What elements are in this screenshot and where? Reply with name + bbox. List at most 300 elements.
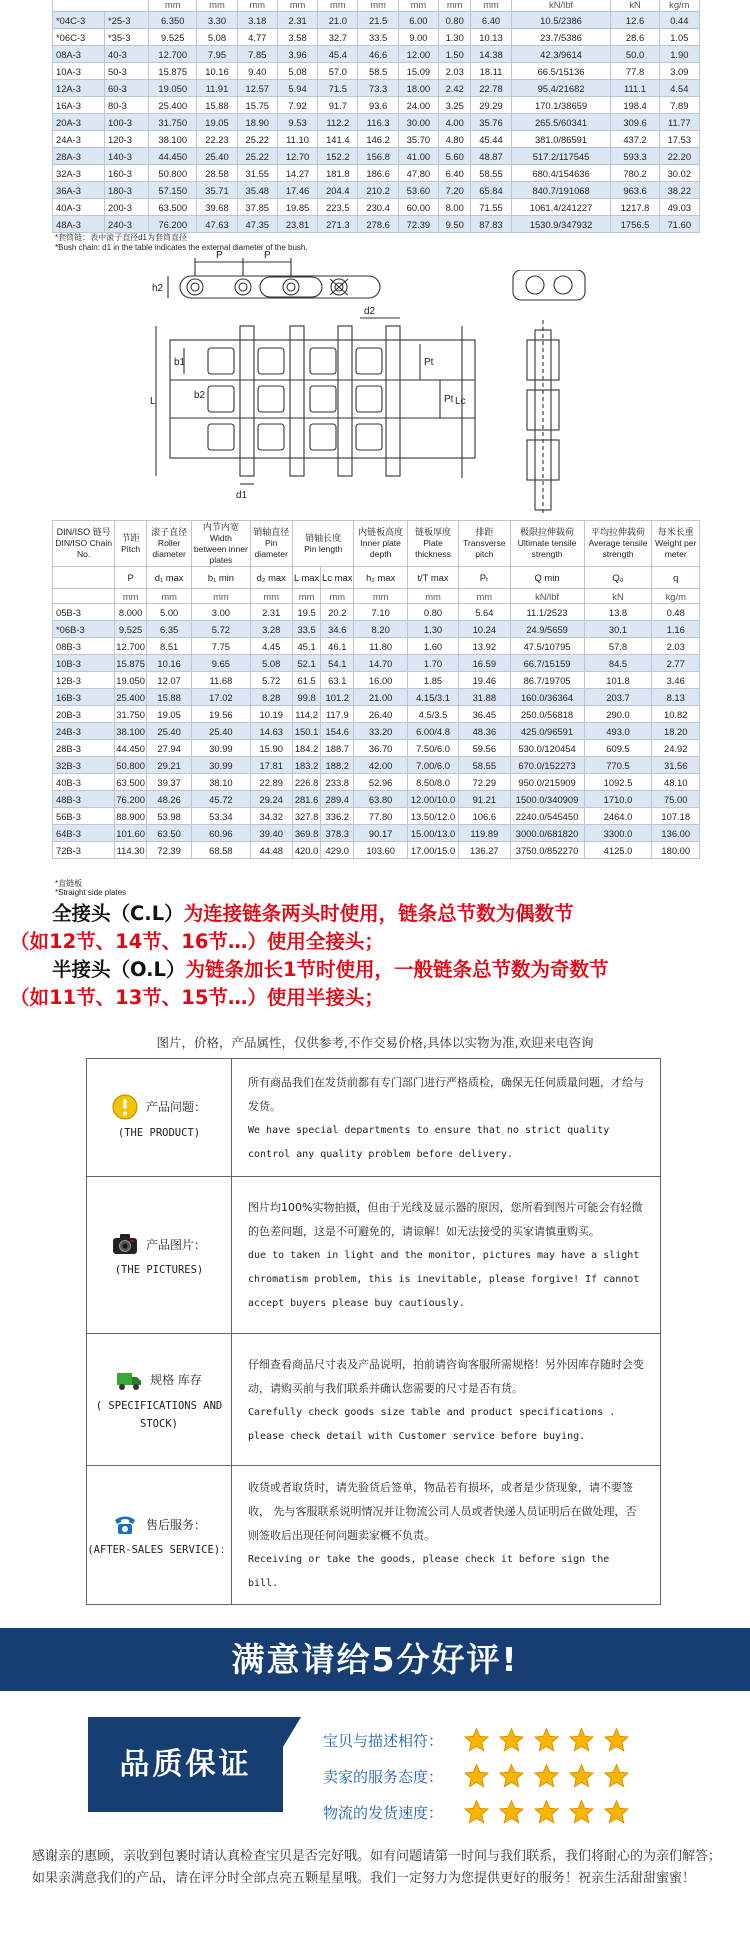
product-body-en: We have special departments to ensure that no strict quality control any quality problem before delivery. — [248, 1124, 610, 1160]
table-cell: 103.60 — [354, 842, 408, 859]
table-cell: 6.350 — [149, 12, 197, 29]
table-cell: 3300.0 — [584, 825, 652, 842]
unit-cell: mm — [459, 589, 510, 604]
top-unit-row — [53, 0, 700, 12]
table-cell: 780.2 — [611, 165, 659, 182]
full-joint-text: 为连接链条两头时使用，链条总节数为偶数节 — [183, 902, 574, 925]
table-cell: 32B-3 — [53, 757, 115, 774]
table-cell: 120-3 — [105, 131, 149, 148]
table-cell: 1756.5 — [611, 216, 659, 233]
table-cell: 71.5 — [318, 80, 358, 97]
table-cell: 12.00 — [398, 46, 438, 63]
label-pt2: Pt — [444, 394, 454, 405]
info-table — [86, 1058, 661, 1605]
unit-cell: mm — [149, 0, 197, 12]
table-cell: 14.63 — [250, 723, 292, 740]
table-cell: 39.68 — [197, 199, 237, 216]
table-cell: 63.500 — [149, 199, 197, 216]
table-cell: 27.94 — [146, 740, 191, 757]
table-cell: 29.21 — [146, 757, 191, 774]
table-cell: 60.00 — [398, 199, 438, 216]
table-cell: 84.5 — [584, 655, 652, 672]
symbol-cell: b₁ min — [192, 567, 250, 589]
table-cell: 3.00 — [192, 604, 250, 621]
table-row — [53, 638, 700, 655]
table-cell: 47.80 — [398, 165, 438, 182]
column-header-cn: 极限拉伸载荷 — [520, 527, 575, 537]
table-cell: 12.07 — [146, 672, 191, 689]
table-cell: 19.05 — [197, 114, 237, 131]
table-cell: 38.100 — [149, 131, 197, 148]
unit-cell: mm — [192, 589, 250, 604]
pictures-body-cn: 图片均100%实物拍摄，但由于光线及显示器的原因，您所看到图片可能会有轻微的色差问题，这是不可避免的，请谅解！如无法接受的买家请慎重购买。 — [248, 1201, 643, 1238]
table-cell: 60.96 — [192, 825, 250, 842]
rating-row — [323, 1761, 630, 1791]
table-cell: 22.23 — [197, 131, 237, 148]
quality-section — [0, 1691, 750, 1841]
table-cell: 26.40 — [354, 706, 408, 723]
table-cell: 1.60 — [407, 638, 458, 655]
table-cell: 1500.0/340909 — [510, 791, 584, 808]
table-cell: 111.1 — [611, 80, 659, 97]
aftersales-title-cn: 售后服务： — [145, 1517, 206, 1532]
note-line-2: （如12节、14节、16节…）使用全接头； — [10, 930, 384, 953]
label-p2: P — [264, 250, 271, 261]
table-cell: 154.6 — [321, 723, 354, 740]
label-d2: d2 — [364, 306, 376, 317]
table-cell: 66.7/15159 — [510, 655, 584, 672]
column-header — [652, 521, 700, 567]
unit-cell: mm — [354, 589, 408, 604]
table-cell: 33.20 — [354, 723, 408, 740]
table-cell: 14.38 — [471, 46, 511, 63]
column-header-en: Transverse pitch — [462, 538, 506, 559]
table-cell: 14.70 — [354, 655, 408, 672]
label-b1: b1 — [174, 357, 186, 368]
table-cell: 10.5/2386 — [511, 12, 611, 29]
table-cell: 93.6 — [358, 97, 398, 114]
table-cell: 15.875 — [149, 63, 197, 80]
table-cell: 10.13 — [471, 29, 511, 46]
table-cell: 9.40 — [237, 63, 277, 80]
table-cell: 8.28 — [250, 689, 292, 706]
table-cell: 8.000 — [115, 604, 147, 621]
symbol-row — [53, 567, 700, 589]
unit-cell: mm — [197, 0, 237, 12]
table-cell: 10.16 — [146, 655, 191, 672]
table-cell: 46.6 — [358, 46, 398, 63]
table-cell: 24.92 — [652, 740, 700, 757]
table-cell: 22.78 — [471, 80, 511, 97]
table-row — [53, 825, 700, 842]
table-cell: 8.20 — [354, 621, 408, 638]
table-row — [53, 723, 700, 740]
table-cell: 19.85 — [277, 199, 317, 216]
table-cell: 13.50/12.0 — [407, 808, 458, 825]
column-header — [584, 521, 652, 567]
spec-title-en: ( SPECIFICATIONS AND STOCK) — [95, 1399, 223, 1430]
star-icon — [568, 1799, 595, 1826]
connector-notes — [0, 900, 750, 1012]
star-icon — [603, 1727, 630, 1754]
table-cell: 72.39 — [398, 216, 438, 233]
full-joint-label: 全接头（C.L） — [52, 902, 184, 925]
table-cell: 37.85 — [237, 199, 277, 216]
table-cell: 47.5/10795 — [510, 638, 584, 655]
table-cell: 136.27 — [459, 842, 510, 859]
table-cell: 1061.4/241227 — [511, 199, 611, 216]
table-row — [53, 12, 700, 29]
table-cell: 114.2 — [292, 706, 320, 723]
table-cell: 44.450 — [115, 740, 147, 757]
table-cell: 2.03 — [439, 63, 471, 80]
pictures-title-cn: 产品图片： — [145, 1237, 206, 1252]
table-cell: 77.8 — [611, 63, 659, 80]
table-cell: 3.18 — [237, 12, 277, 29]
table-cell: 25.40 — [146, 723, 191, 740]
table-row — [53, 165, 700, 182]
table-cell: 77.80 — [354, 808, 408, 825]
column-header-cn: 内链板高度 — [358, 527, 404, 537]
table-cell: 71.60 — [659, 216, 699, 233]
star-icon — [603, 1799, 630, 1826]
table-cell: 12A-3 — [53, 80, 105, 97]
table-cell: 25.40 — [197, 148, 237, 165]
table-cell: 45.72 — [192, 791, 250, 808]
table-cell: 17.02 — [192, 689, 250, 706]
symbol-cell: Q₀ — [584, 567, 652, 589]
table-cell: 226.8 — [292, 774, 320, 791]
table-cell: 63.500 — [115, 774, 147, 791]
symbol-cell: d₂ max — [250, 567, 292, 589]
table-cell: 493.0 — [584, 723, 652, 740]
star-icon — [533, 1799, 560, 1826]
symbol-cell: d₁ max — [146, 567, 191, 589]
unit-row — [53, 589, 700, 604]
table-cell: 8.50/8.0 — [407, 774, 458, 791]
half-joint-label: 半接头（O.L） — [52, 958, 186, 981]
table-cell: 58.5 — [358, 63, 398, 80]
rating-row — [323, 1797, 630, 1827]
table-cell: 963.6 — [611, 182, 659, 199]
table-row — [53, 148, 700, 165]
table-cell: 593.3 — [611, 148, 659, 165]
product-title-cn: 产品问题： — [145, 1100, 206, 1114]
table-cell: 56B-3 — [53, 808, 115, 825]
table-cell: 203.7 — [584, 689, 652, 706]
column-header-cn: 节距 — [121, 532, 140, 543]
table-cell: 186.6 — [358, 165, 398, 182]
table-cell: 3.96 — [277, 46, 317, 63]
table-cell: 156.8 — [358, 148, 398, 165]
table-cell: 1.30 — [407, 621, 458, 638]
table-cell: 46.1 — [321, 638, 354, 655]
table-cell: 15.75 — [237, 97, 277, 114]
table-cell: 7.89 — [659, 97, 699, 114]
table-cell: 136.00 — [652, 825, 700, 842]
bottom-spec-table — [52, 520, 700, 859]
product-body-cn: 所有商品我们在发货前都有专门部门进行严格质检，确保无任何质量问题，才给与发货。 — [248, 1075, 644, 1113]
table-cell: 22.89 — [250, 774, 292, 791]
table-cell: 39.40 — [250, 825, 292, 842]
table-cell: 3.30 — [197, 12, 237, 29]
table-cell: 9.525 — [115, 621, 147, 638]
star-icon — [568, 1763, 595, 1790]
unit-cell: kN/lbf — [510, 589, 584, 604]
table-cell: 17.53 — [659, 131, 699, 148]
banner-text: 满意请给5分好评! — [231, 1640, 519, 1679]
table-row — [53, 774, 700, 791]
table-cell: 15.90 — [250, 740, 292, 757]
table-cell: 3.28 — [250, 621, 292, 638]
table-row — [53, 808, 700, 825]
table-cell: 72.29 — [459, 774, 510, 791]
label-h2: h2 — [152, 283, 164, 294]
info-row-after-sales — [87, 1466, 661, 1605]
table-cell: 35.76 — [471, 114, 511, 131]
table-cell: *25-3 — [105, 12, 149, 29]
table-cell: 48A-3 — [53, 216, 105, 233]
column-header-cn: 链板厚度 — [415, 527, 452, 537]
table-cell: 31.750 — [149, 114, 197, 131]
column-header-cn: 销轴长度 — [305, 532, 342, 543]
table-cell: 64B-3 — [53, 825, 115, 842]
table-cell: 31.88 — [459, 689, 510, 706]
table-cell: 24.00 — [398, 97, 438, 114]
table-cell: 28.6 — [611, 29, 659, 46]
table-cell: 530.0/120454 — [510, 740, 584, 757]
table-cell: 1.30 — [439, 29, 471, 46]
table-cell: 8.51 — [146, 638, 191, 655]
table-cell: 80-3 — [105, 97, 149, 114]
table-row — [53, 97, 700, 114]
table-cell: 1217.8 — [611, 199, 659, 216]
unit-cell: mm — [398, 0, 438, 12]
table-cell: 44.48 — [250, 842, 292, 859]
table-cell: 13.8 — [584, 604, 652, 621]
table-cell: 30.99 — [192, 757, 250, 774]
table-cell: 42.00 — [354, 757, 408, 774]
column-header-en: Average tensile strength — [588, 538, 648, 559]
table-cell: 116.3 — [358, 114, 398, 131]
table-cell: 3.25 — [439, 97, 471, 114]
camera-icon — [112, 1231, 138, 1257]
table-cell: 47.35 — [237, 216, 277, 233]
table-cell: 20.2 — [321, 604, 354, 621]
warning-icon — [112, 1094, 138, 1120]
table-cell: 240-3 — [105, 216, 149, 233]
sheet-gutter — [0, 0, 52, 897]
unit-cell: mm — [318, 0, 358, 12]
unit-cell: kN — [611, 0, 659, 12]
star-icon — [498, 1799, 525, 1826]
table-cell: 429.0 — [321, 842, 354, 859]
table-cell: 0.80 — [439, 12, 471, 29]
table-cell: 54.1 — [321, 655, 354, 672]
unit-cell: mm — [237, 0, 277, 12]
table-cell: 35.71 — [197, 182, 237, 199]
table-cell: 204.4 — [318, 182, 358, 199]
table-cell: 28B-3 — [53, 740, 115, 757]
table-cell: 4.77 — [237, 29, 277, 46]
table-cell: 58.55 — [471, 165, 511, 182]
plate-note-en: *Straight side plates — [55, 888, 127, 897]
table-cell: 5.60 — [439, 148, 471, 165]
table-cell: 25.22 — [237, 131, 277, 148]
table-cell: 59.56 — [459, 740, 510, 757]
note-line-3 — [0, 956, 750, 984]
table-cell: 9.525 — [149, 29, 197, 46]
header-row — [53, 521, 700, 567]
table-cell: 40A-3 — [53, 199, 105, 216]
column-header-cn: 每米长重 — [657, 527, 694, 537]
table-cell: 91.7 — [318, 97, 358, 114]
pictures-title-en: (THE PICTURES) — [114, 1264, 204, 1276]
table-cell: 141.4 — [318, 131, 358, 148]
table-cell: 11.68 — [192, 672, 250, 689]
column-header-cn: 平均拉伸载荷 — [590, 527, 645, 537]
table-cell: 25.400 — [149, 97, 197, 114]
table-cell: 21.0 — [318, 12, 358, 29]
table-cell: 45.4 — [318, 46, 358, 63]
table-cell: 47.63 — [197, 216, 237, 233]
table-cell: 57.150 — [149, 182, 197, 199]
table-cell: 25.22 — [237, 148, 277, 165]
table-cell: 16B-3 — [53, 689, 115, 706]
note-line-4: （如11节、13节、15节…）使用半接头； — [10, 986, 384, 1009]
table-cell: 18.90 — [237, 114, 277, 131]
table-row — [53, 46, 700, 63]
symbol-cell: L max — [292, 567, 320, 589]
table-cell: 19.050 — [115, 672, 147, 689]
table-cell: 12.700 — [149, 46, 197, 63]
column-header — [407, 521, 458, 567]
table-cell: 1092.5 — [584, 774, 652, 791]
table-cell: 2.42 — [439, 80, 471, 97]
unit-cell: mm — [439, 0, 471, 12]
table-row — [53, 621, 700, 638]
table-cell: 15.88 — [146, 689, 191, 706]
unit-cell: mm — [321, 589, 354, 604]
unit-cell: kN — [584, 589, 652, 604]
column-header — [53, 521, 115, 567]
label-pt1: Pt — [424, 357, 434, 368]
column-header-en: Width between inner plates — [193, 532, 248, 565]
table-cell: 63.50 — [146, 825, 191, 842]
table-cell: 40-3 — [105, 46, 149, 63]
column-header — [250, 521, 292, 567]
table-cell: 160.0/36364 — [510, 689, 584, 706]
symbol-cell: Pₜ — [459, 567, 510, 589]
table-cell: 210.2 — [358, 182, 398, 199]
table-cell: 2.03 — [652, 638, 700, 655]
table-cell: 10.82 — [652, 706, 700, 723]
table-cell: 08A-3 — [53, 46, 105, 63]
table-cell: 9.50 — [439, 216, 471, 233]
table-cell: 6.35 — [146, 621, 191, 638]
table-cell: 183.2 — [292, 757, 320, 774]
table-cell: 50.800 — [149, 165, 197, 182]
table-cell: 1710.0 — [584, 791, 652, 808]
table-cell: 950.0/215909 — [510, 774, 584, 791]
symbol-cell: h₂ max — [354, 567, 408, 589]
table-cell: 19.050 — [149, 80, 197, 97]
table-cell: 10B-3 — [53, 655, 115, 672]
table-cell: 52.1 — [292, 655, 320, 672]
table-cell: 3750.0/852270 — [510, 842, 584, 859]
table-cell: 17.00/15.0 — [407, 842, 458, 859]
table-cell: 0.44 — [659, 12, 699, 29]
table-cell: 25.40 — [192, 723, 250, 740]
table-cell: 28A-3 — [53, 148, 105, 165]
table-cell: 6.00/4.8 — [407, 723, 458, 740]
table-cell: 15.875 — [115, 655, 147, 672]
table-row — [53, 842, 700, 859]
table-row — [53, 80, 700, 97]
column-header — [192, 521, 250, 567]
table-cell: 160-3 — [105, 165, 149, 182]
column-header-cn: 销轴直径 — [253, 527, 290, 537]
table-cell: 73.3 — [358, 80, 398, 97]
symbol-cell: P — [115, 567, 147, 589]
table-cell: 0.48 — [652, 604, 700, 621]
table-cell: 23.7/5386 — [511, 29, 611, 46]
column-header — [146, 521, 191, 567]
table-cell: 95.4/21682 — [511, 80, 611, 97]
table-cell: 1.70 — [407, 655, 458, 672]
table-cell: 670.0/152273 — [510, 757, 584, 774]
chain-diagram — [150, 248, 480, 513]
table-cell: 180-3 — [105, 182, 149, 199]
table-cell: 88.900 — [115, 808, 147, 825]
table-cell: 327.8 — [292, 808, 320, 825]
aftersales-body-cn: 收货或者取货时，请先验货后签单，物品若有损坏，或者是少货现象，请不要签收， 先与客服联系说明情况并让物流公司人员或者快递人员证明后在做处理，否则签收后出现任何问题卖家概不负责。 — [248, 1481, 637, 1542]
table-cell: 38.22 — [659, 182, 699, 199]
rating-label: 宝贝与描述相符： — [323, 1731, 444, 1750]
table-cell: 11.80 — [354, 638, 408, 655]
table-cell: 63.80 — [354, 791, 408, 808]
table-cell: 100-3 — [105, 114, 149, 131]
table-cell: 50.800 — [115, 757, 147, 774]
note-line-1 — [0, 900, 750, 928]
symbol-cell: q — [652, 567, 700, 589]
table-cell: 4.45 — [250, 638, 292, 655]
rating-label: 卖家的服务态度： — [323, 1767, 444, 1786]
symbol-cell: Q min — [510, 567, 584, 589]
table-cell: 05B-3 — [53, 604, 115, 621]
column-header-en: Pin length — [304, 543, 343, 554]
table-cell: 290.0 — [584, 706, 652, 723]
unit-cell: mm — [115, 589, 147, 604]
table-cell: 309.6 — [611, 114, 659, 131]
footer-text: 感谢亲的惠顾，亲收到包裹时请认真检查宝贝是否完好哦。如有问题请第一时间与我们联系，我们将耐心的为亲们解答；如果亲满意我们的产品，请在评分时全部点亮五颗星星哦。我们一定努力为您提供更好的服务！祝亲生活甜甜蜜蜜！ — [32, 1849, 722, 1886]
star-icon — [568, 1727, 595, 1754]
unit-cell: mm — [277, 0, 317, 12]
unit-cell: mm — [292, 589, 320, 604]
label-d1: d1 — [236, 490, 248, 501]
table-cell: 36.45 — [459, 706, 510, 723]
table-cell: 200-3 — [105, 199, 149, 216]
table-cell: 50-3 — [105, 63, 149, 80]
quality-badge-text: 品质保证 — [119, 1747, 252, 1782]
table-cell: 5.64 — [459, 604, 510, 621]
table-cell: 7.10 — [354, 604, 408, 621]
unit-cell: mm — [358, 0, 398, 12]
info-row-product — [87, 1059, 661, 1177]
table-cell: 336.2 — [321, 808, 354, 825]
label-lc: Lc — [455, 396, 466, 407]
table-cell: 5.72 — [250, 672, 292, 689]
